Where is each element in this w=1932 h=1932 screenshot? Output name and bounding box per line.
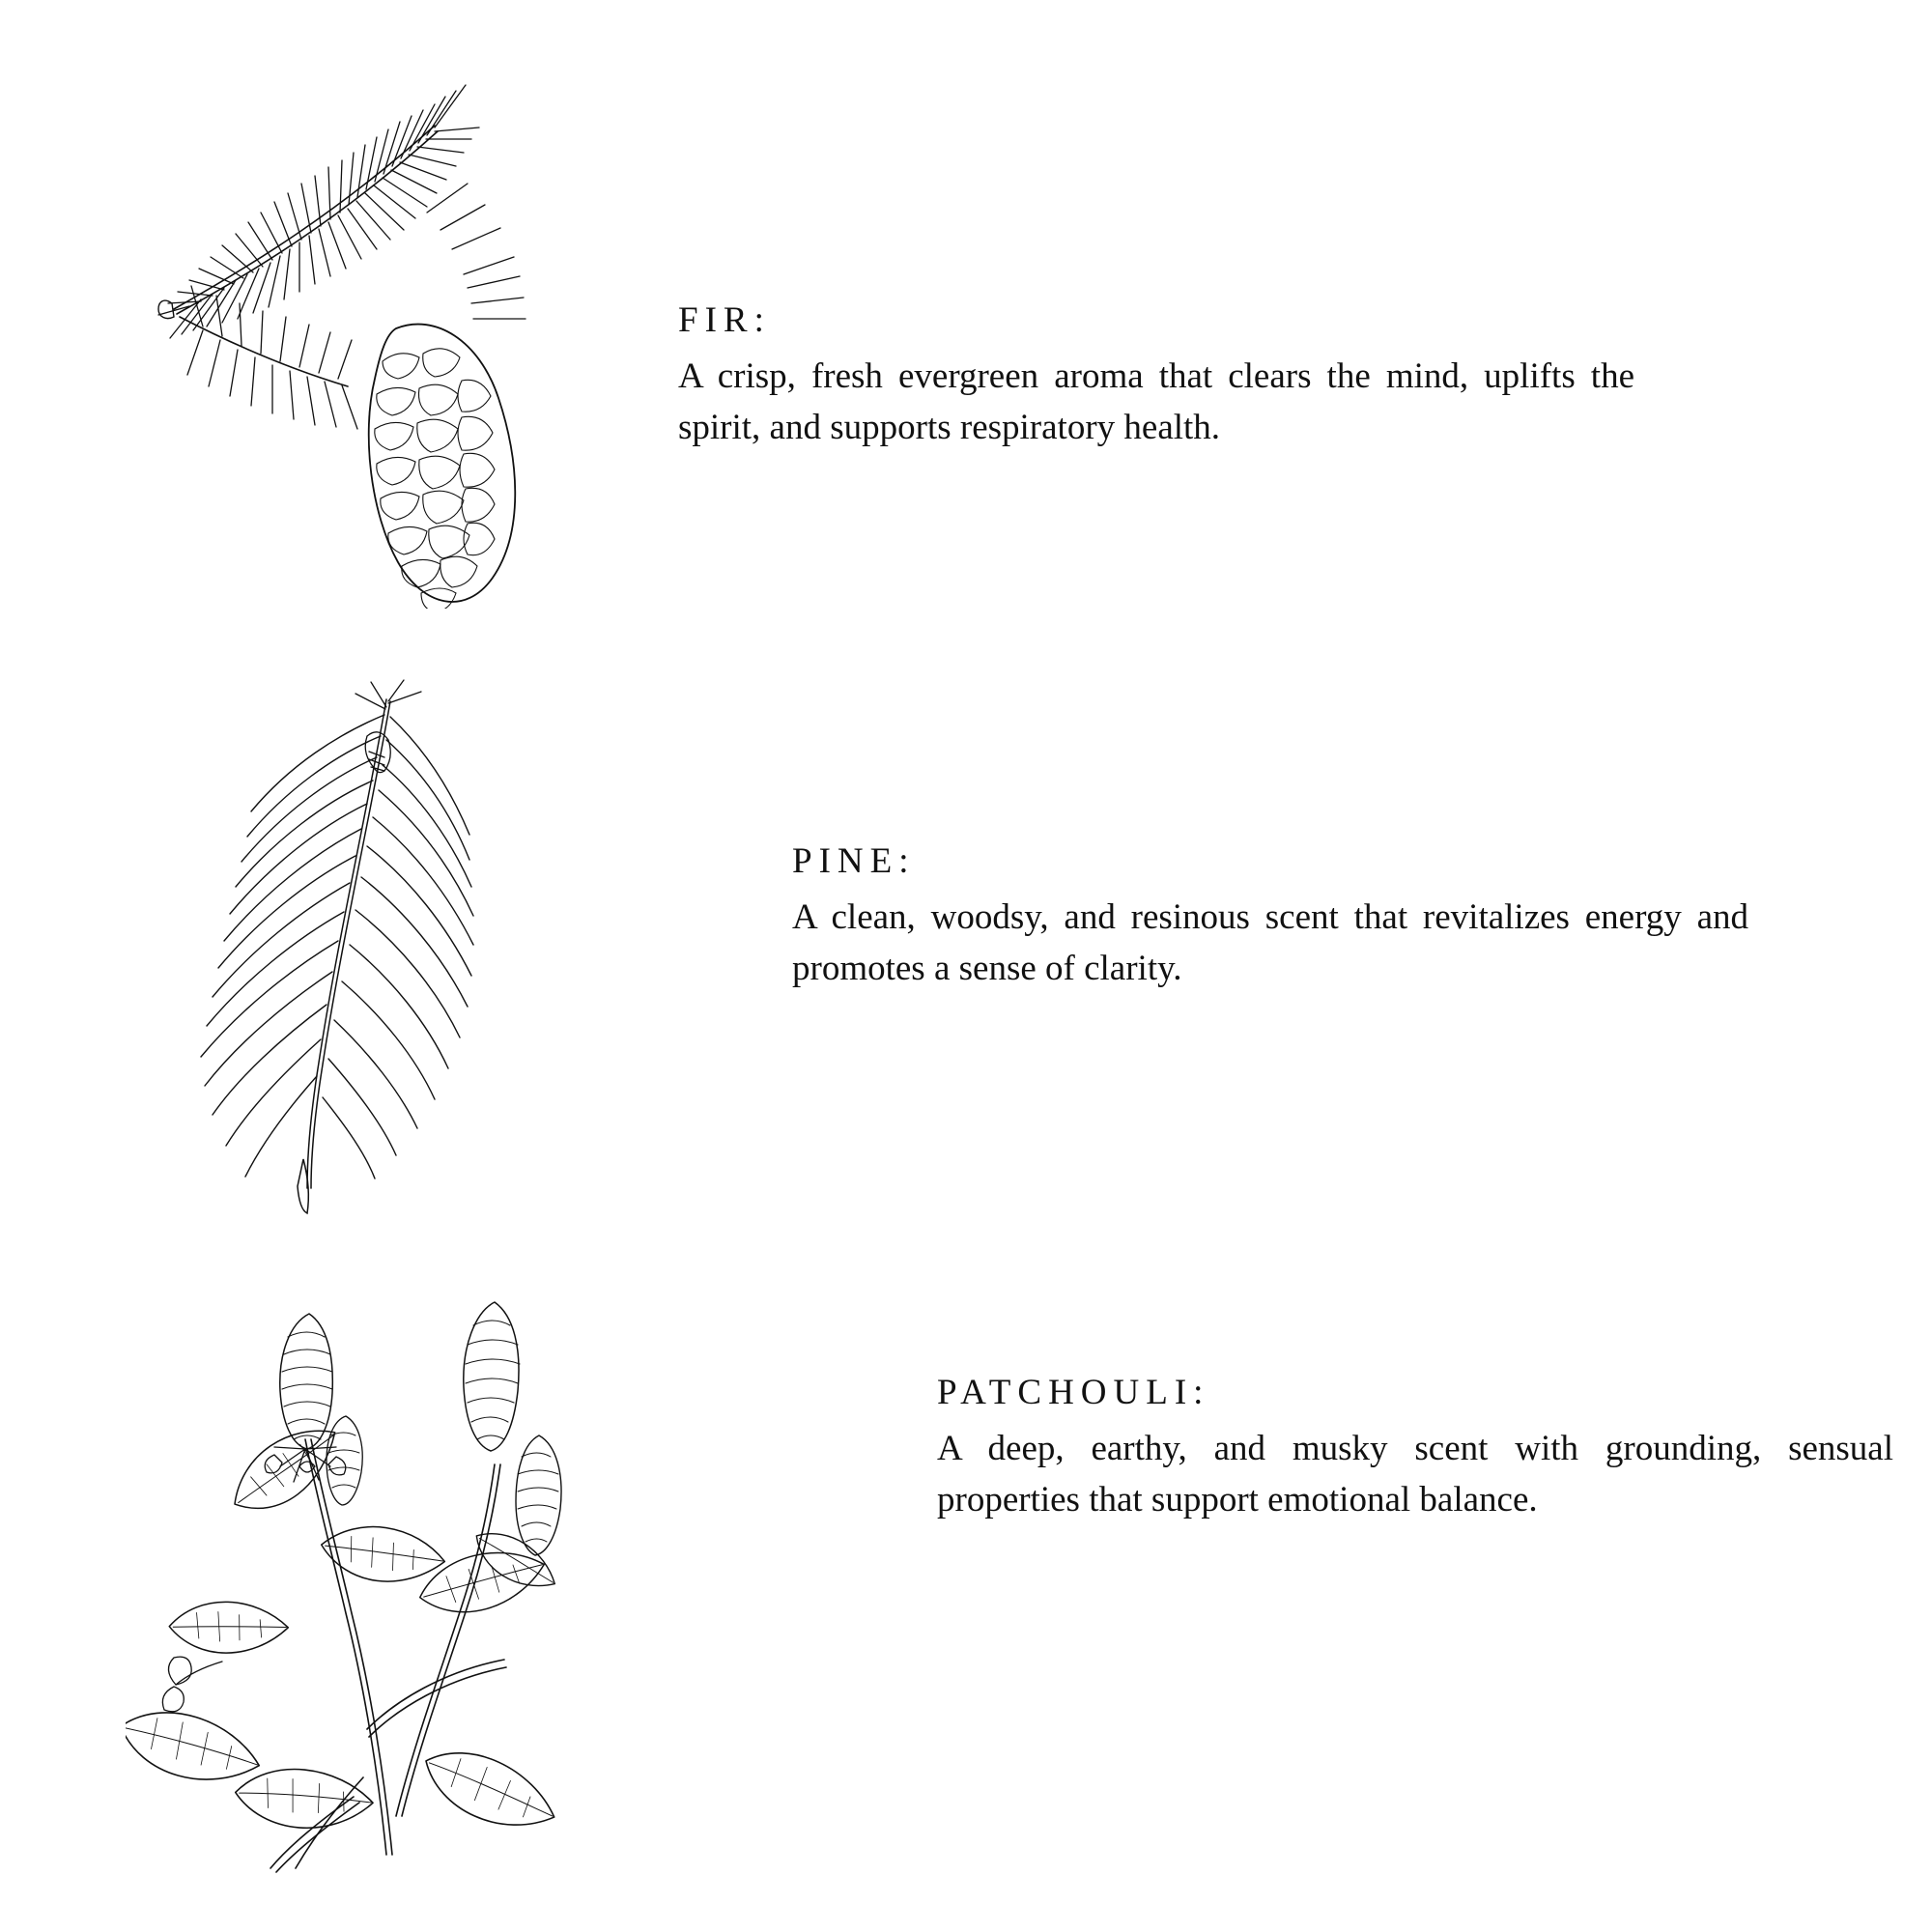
ingredient-entry-fir [145,68,1634,609]
ingredient-description-patchouli: A deep, earthy, and musky scent with grounding, sensual properties that support emotional balance. [937,1429,1893,1520]
ingredient-title-pine: PINE: [792,841,916,881]
ingredient-description-fir: A crisp, fresh evergreen aroma that clears the mind, uplifts the spirit, and supports respiratory health. [678,356,1634,447]
ingredient-title-patchouli: PATCHOULI: [937,1373,1210,1412]
ingredient-description-pine: A clean, woodsy, and resinous scent that revitalizes energy and promotes a sense of clarity. [792,897,1748,988]
fir-branch-with-cone-illustration [145,68,570,609]
pine-copy [792,840,1748,994]
ingredient-title-fir: FIR: [678,300,771,340]
ingredient-entry-patchouli [126,1275,1893,1874]
patchouli-copy [937,1372,1893,1525]
patchouli-plant-illustration [126,1275,676,1874]
fir-copy [678,299,1634,453]
ingredient-entry-pine [145,676,1748,1217]
pine-needle-branch-illustration [145,676,551,1217]
